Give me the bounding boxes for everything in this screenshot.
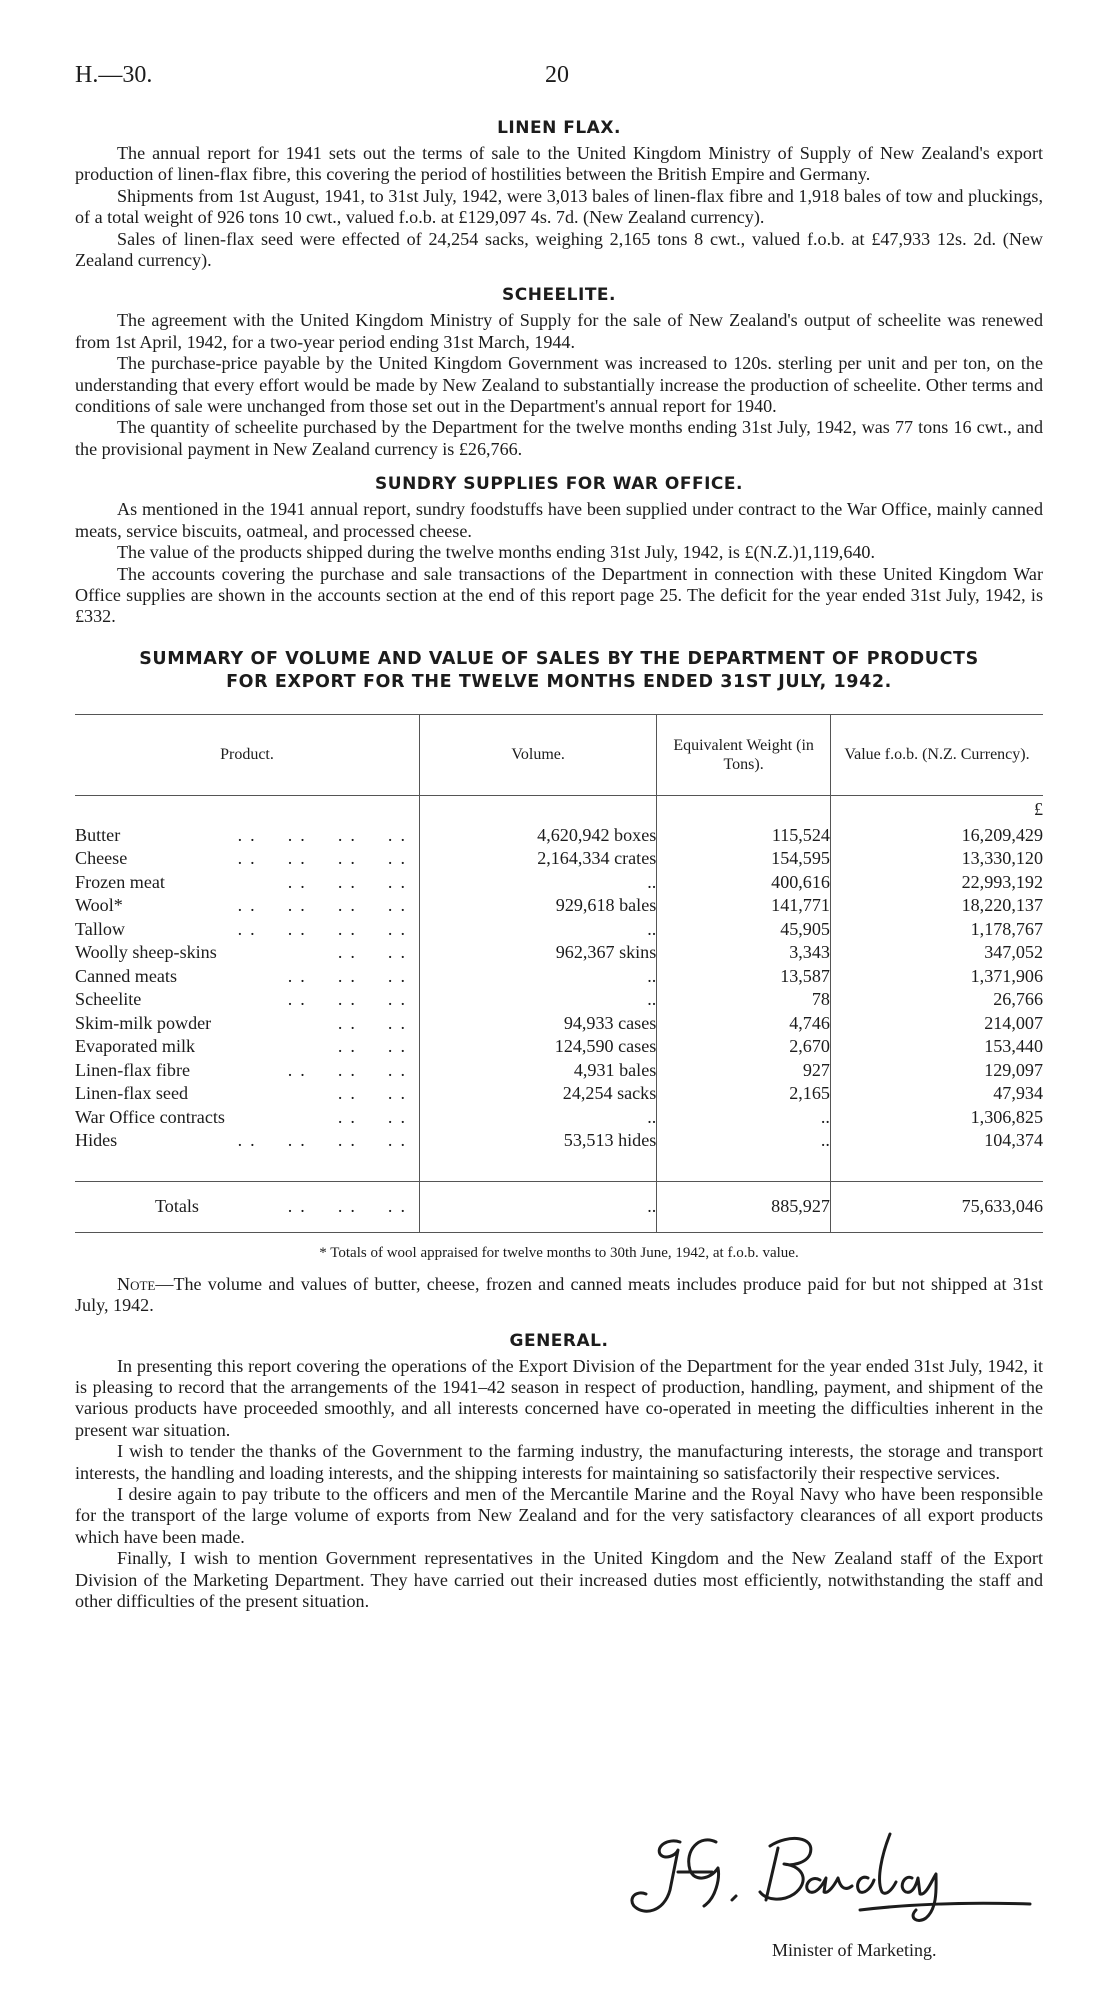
page-body: [75, 118, 1043, 1626]
weight-cell: 2,165: [657, 1082, 831, 1106]
totals-row: [75, 1181, 1043, 1232]
section-linen-flax: [75, 118, 1043, 271]
section-scheelite: [75, 285, 1043, 460]
paragraph: Finally, I wish to mention Government representatives in the United Kingdom and the New Zealand staff of the Export Division of the Marketing Department. They have carried out their increased duties most efficiently, notwithstanding the staff and other difficulties of the present situation.: [75, 1548, 1043, 1611]
table-row: [75, 824, 1043, 848]
volume-cell: ..: [419, 988, 656, 1012]
table-row: [75, 941, 1043, 965]
value-cell: 22,993,192: [830, 871, 1043, 895]
column-header-weight: Equivalent Weight (in Tons).: [657, 714, 831, 795]
table-row: [75, 1106, 1043, 1130]
value-cell: 153,440: [830, 1035, 1043, 1059]
product-name: Linen-flax fibre: [75, 1059, 191, 1080]
volume-cell: ..: [419, 1106, 656, 1130]
product-name: Tallow: [75, 918, 125, 939]
signature: [620, 1820, 1040, 1935]
value-cell: 129,097: [830, 1059, 1043, 1083]
table-row: [75, 847, 1043, 871]
value-cell: 1,306,825: [830, 1106, 1043, 1130]
weight-cell: 4,746: [657, 1012, 831, 1036]
paragraph: The value of the products shipped during the twelve months ending 31st July, 1942, is £(N.Z.)1,119,640.: [117, 542, 875, 563]
product-name: War Office contracts: [75, 1106, 225, 1127]
section-war-office: [75, 474, 1043, 627]
volume-cell: 124,590 cases: [419, 1035, 656, 1059]
currency-symbol: £: [830, 795, 1043, 824]
volume-cell: ..: [419, 918, 656, 942]
value-cell: 16,209,429: [830, 824, 1043, 848]
note-paragraph: [75, 1274, 1043, 1317]
product-cell: Skim-milk powder .. ..: [75, 1012, 413, 1033]
value-cell: 214,007: [830, 1012, 1043, 1036]
section-general: [75, 1331, 1043, 1613]
summary-table-body: [75, 795, 1043, 1153]
table-row: [75, 1129, 1043, 1153]
table-row: [75, 871, 1043, 895]
product-cell: Linen-flax fibre .. .. ..: [75, 1059, 413, 1080]
paragraph: The accounts covering the purchase and sale transactions of the Department in connection with these United Kingdom War Office supplies are shown in the accounts section at the end of this report page 25. The deficit for the year ended 31st July, 1942, is £332.: [75, 563, 1043, 627]
table-row: [75, 1035, 1043, 1059]
weight-cell: 78: [657, 988, 831, 1012]
summary-title: [75, 648, 1043, 694]
volume-cell: 53,513 hides: [419, 1129, 656, 1153]
value-cell: 26,766: [830, 988, 1043, 1012]
table-row: [75, 918, 1043, 942]
summary-title-line2: FOR EXPORT FOR THE TWELVE MONTHS ENDED 31ST JULY, 1942.: [226, 671, 892, 692]
product-name: Wool*: [75, 895, 123, 916]
paragraph: The annual report for 1941 sets out the terms of sale to the United Kingdom Ministry of Supply of New Zealand's export production of linen-flax fibre, this covering the period of hostilities between the British Empire and Germany.: [75, 143, 1043, 185]
section-title: SUNDRY SUPPLIES FOR WAR OFFICE.: [375, 474, 743, 495]
product-name: Linen-flax seed: [75, 1083, 189, 1104]
paragraph: I wish to tender the thanks of the Government to the farming industry, the manufacturing interests, the storage and transport interests, the handling and loading interests, and the shipping interests for maintaining so satisfactorily their respective services.: [75, 1441, 1043, 1483]
product-cell: Butter .. .. .. ..: [75, 824, 413, 845]
value-cell: 18,220,137: [830, 894, 1043, 918]
product-name: Scheelite: [75, 989, 142, 1010]
weight-cell: 927: [657, 1059, 831, 1083]
weight-cell: 2,670: [657, 1035, 831, 1059]
section-title: SCHEELITE.: [502, 285, 616, 306]
paragraph: As mentioned in the 1941 annual report, sundry foodstuffs have been supplied under contract to the War Office, mainly canned meats, service biscuits, oatmeal, and processed cheese.: [75, 499, 1043, 541]
product-cell: Scheelite .. .. ..: [75, 989, 413, 1010]
table-row: [75, 894, 1043, 918]
product-cell: Evaporated milk .. ..: [75, 1036, 413, 1057]
paragraph: The purchase-price payable by the United Kingdom Government was increased to 120s. sterling per unit and per ton, on the understanding that every effort would be made by New Zealand to substantially increase the production of scheelite. Other terms and conditions of sale were unchanged from those set out in the Department's annual report for 1940.: [75, 353, 1043, 417]
product-cell: Linen-flax seed .. ..: [75, 1083, 413, 1104]
weight-cell: 3,343: [657, 941, 831, 965]
product-cell: Wool* .. .. .. ..: [75, 895, 413, 916]
table-row: [75, 1059, 1043, 1083]
product-name: Butter: [75, 824, 121, 845]
value-cell: 347,052: [830, 941, 1043, 965]
volume-cell: ..: [419, 965, 656, 989]
totals-volume: ..: [419, 1181, 656, 1232]
product-cell: War Office contracts .. ..: [75, 1106, 413, 1127]
weight-cell: ..: [657, 1106, 831, 1130]
paragraph: The agreement with the United Kingdom Ministry of Supply for the sale of New Zealand's output of scheelite was renewed from 1st April, 1942, for a two-year period ending 31st March, 1944.: [75, 310, 1043, 352]
summary-table: [75, 714, 1043, 1233]
table-row: [75, 988, 1043, 1012]
value-cell: 1,178,767: [830, 918, 1043, 942]
paragraph: Sales of linen-flax seed were effected of 24,254 sacks, weighing 2,165 tons 8 cwt., valued f.o.b. at £47,933 12s. 2d. (New Zealand currency).: [75, 228, 1043, 271]
volume-cell: 24,254 sacks: [419, 1082, 656, 1106]
value-cell: 13,330,120: [830, 847, 1043, 871]
volume-cell: 4,931 bales: [419, 1059, 656, 1083]
weight-cell: 45,905: [657, 918, 831, 942]
summary-title-line1: SUMMARY OF VOLUME AND VALUE OF SALES BY THE DEPARTMENT OF PRODUCTS: [139, 648, 979, 669]
table-row: [75, 1012, 1043, 1036]
currency-row: [75, 795, 1043, 824]
product-name: Skim-milk powder: [75, 1012, 212, 1033]
value-cell: 104,374: [830, 1129, 1043, 1153]
weight-cell: 141,771: [657, 894, 831, 918]
page-number: 20: [545, 62, 569, 88]
weight-cell: ..: [657, 1129, 831, 1153]
product-cell: Tallow .. .. .. ..: [75, 918, 413, 939]
column-header-volume: Volume.: [419, 714, 656, 795]
weight-cell: 13,587: [657, 965, 831, 989]
product-cell: Hides .. .. .. ..: [75, 1130, 413, 1151]
volume-cell: 2,164,334 crates: [419, 847, 656, 871]
volume-cell: 94,933 cases: [419, 1012, 656, 1036]
product-cell: Woolly sheep-skins .. ..: [75, 942, 413, 963]
volume-cell: 4,620,942 boxes: [419, 824, 656, 848]
product-name: Hides: [75, 1130, 118, 1151]
weight-cell: 115,524: [657, 824, 831, 848]
paragraph: The quantity of scheelite purchased by the Department for the twelve months ending 31st July, 1942, was 77 tons 16 cwt., and the provisional payment in New Zealand currency is £26,766.: [75, 417, 1043, 459]
paragraph: I desire again to pay tribute to the officers and men of the Mercantile Marine and the Royal Navy who have been responsible for the transport of the large volume of exports from New Zealand and for the very satisfactory clearances of all export products which have been made.: [75, 1483, 1043, 1547]
weight-cell: 400,616: [657, 871, 831, 895]
product-name: Evaporated milk: [75, 1036, 196, 1057]
product-name: Canned meats: [75, 965, 177, 986]
note-label: Note: [117, 1273, 156, 1294]
column-header-value: Value f.o.b. (N.Z. Currency).: [830, 714, 1043, 795]
volume-cell: 929,618 bales: [419, 894, 656, 918]
value-cell: 47,934: [830, 1082, 1043, 1106]
totals-label-cell: Totals .. .. ..: [75, 1181, 419, 1232]
volume-cell: ..: [419, 871, 656, 895]
paragraph: Shipments from 1st August, 1941, to 31st July, 1942, were 3,013 bales of linen-flax fibre and 1,918 bales of tow and pluckings, of a total weight of 926 tons 10 cwt., valued f.o.b. at £129,097 4s. 7d. (New Zealand currency).: [75, 185, 1043, 228]
product-name: Cheese: [75, 848, 128, 869]
product-name: Frozen meat: [75, 871, 165, 892]
signatory-role: Minister of Marketing.: [772, 1940, 937, 1960]
totals-value: 75,633,046: [830, 1181, 1043, 1232]
totals-label: Totals: [155, 1196, 199, 1217]
note-text: —The volume and values of butter, cheese, frozen and canned meats includes produce paid for but not shipped at 31st July, 1942.: [75, 1273, 1043, 1316]
table-row: [75, 1082, 1043, 1106]
value-cell: 1,371,906: [830, 965, 1043, 989]
product-cell: Frozen meat .. .. ..: [75, 871, 413, 892]
table-row: [75, 965, 1043, 989]
section-title: GENERAL.: [509, 1330, 609, 1351]
table-footnote: * Totals of wool appraised for twelve months to 30th June, 1942, at f.o.b. value.: [319, 1244, 799, 1261]
section-title: LINEN FLAX.: [497, 118, 621, 138]
paragraph: In presenting this report covering the operations of the Export Division of the Department for the year ended 31st July, 1942, it is pleasing to record that the arrangements of the 1941–42 season in respect of production, handling, payment, and shipment of the various products have proceeded smoothly, and all interests concerned have co-operated in meeting the difficulties inherent in the present war situation.: [75, 1355, 1043, 1440]
column-header-product: Product.: [75, 714, 419, 795]
volume-cell: 962,367 skins: [419, 941, 656, 965]
product-cell: Canned meats .. .. ..: [75, 965, 413, 986]
product-name: Woolly sheep-skins: [75, 942, 217, 963]
product-cell: Cheese .. .. .. ..: [75, 848, 413, 869]
weight-cell: 154,595: [657, 847, 831, 871]
totals-weight: 885,927: [657, 1181, 831, 1232]
signature-drawing: [620, 1820, 1040, 1930]
page-reference: H.—30.: [75, 62, 153, 88]
table-header-row: [75, 714, 1043, 795]
